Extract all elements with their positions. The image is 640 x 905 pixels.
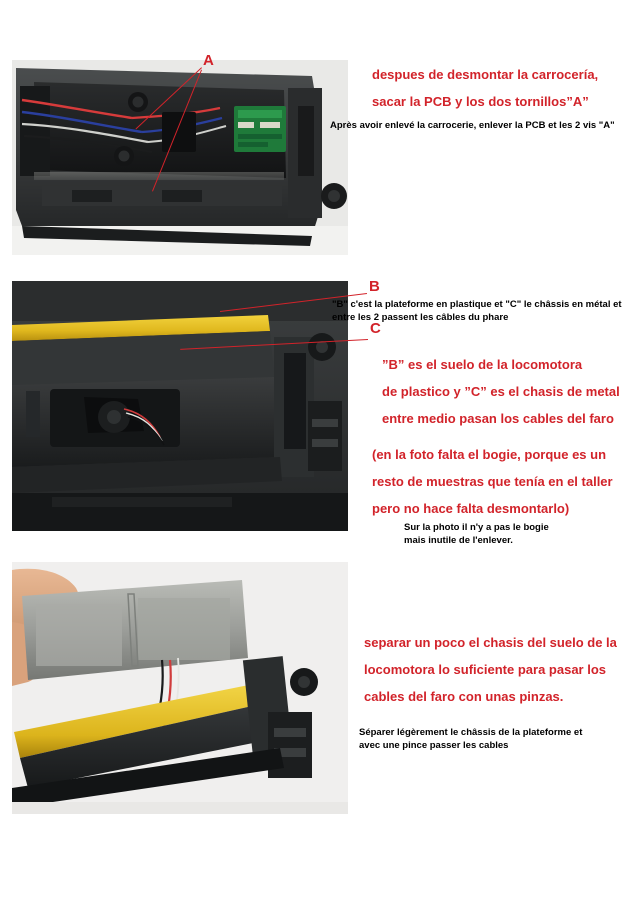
figure2-spanish-line1: ”B” es el suelo de la locomotora xyxy=(382,357,583,372)
figure1-spanish-line2: sacar la PCB y los dos tornillos”A” xyxy=(372,94,589,109)
figure2-french-line4: mais inutile de l'enlever. xyxy=(404,535,513,546)
figure3-spanish-line3: cables del faro con unas pinzas. xyxy=(364,689,564,704)
figure2-label-b: B xyxy=(369,278,380,295)
figure2-spanish-line6: pero no hace falta desmontarlo) xyxy=(372,501,570,516)
figure2-spanish-line2: de plastico y ”C” es el chasis de metal xyxy=(382,384,620,399)
figure3-french-line2: avec une pince passer les cables xyxy=(359,740,509,751)
figure2-spanish-line4: (en la foto falta el bogie, porque es un xyxy=(372,447,607,462)
figure2-photo xyxy=(12,281,348,531)
figure3-photo xyxy=(12,562,348,814)
figure2-label-c: C xyxy=(370,320,381,337)
figure1-french-line1: Après avoir enlevé la carrocerie, enlever la PCB et les 2 vis "A" xyxy=(330,120,615,131)
figure3-spanish-line2: locomotora lo suficiente para pasar los xyxy=(364,662,607,677)
figure1-photo xyxy=(12,60,348,255)
figure2-french-line3: Sur la photo il n'y a pas le bogie xyxy=(404,522,549,533)
figure2-french-line2: entre les 2 passent les câbles du phare xyxy=(332,312,509,323)
figure3-french-line1: Séparer légèrement le châssis de la plateforme et xyxy=(359,727,583,738)
figure3-spanish-line1: separar un poco el chasis del suelo de la xyxy=(364,635,617,650)
figure2-spanish-line5: resto de muestras que tenía en el taller xyxy=(372,474,613,489)
figure2-spanish-line3: entre medio pasan los cables del faro xyxy=(382,411,614,426)
figure2-french-line1: "B" c'est la plateforme en plastique et "C" le châssis en métal et xyxy=(332,299,622,310)
figure1-spanish-line1: despues de desmontar la carrocería, xyxy=(372,67,599,82)
figure1-label-a: A xyxy=(203,52,214,69)
